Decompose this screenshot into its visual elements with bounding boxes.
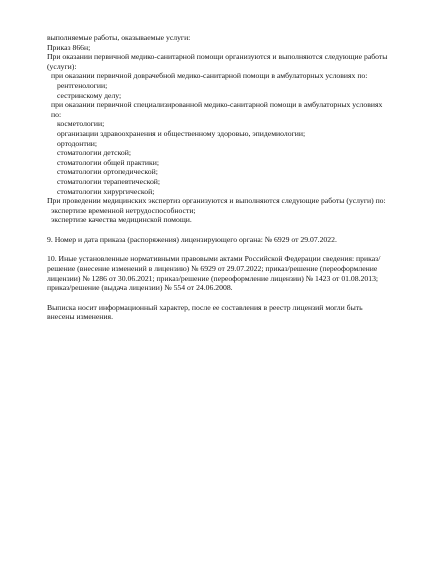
list-item: при оказании первичной доврачебной медико-санитарной помощи в амбулаторных условиях по: [51,71,368,81]
list-item: стоматологии хирургической; [57,186,155,196]
licensed-works-list [47,33,391,225]
list-item: стоматологии ортопедической; [57,167,158,177]
list-item: ортодонтии; [57,138,98,148]
list-item: выполняемые работы, оказываемые услуги: [47,33,191,42]
list-item: при оказании первичной специализированной медико-санитарной помощи в амбулаторных условиях по: [51,100,383,119]
list-item: стоматологии терапевтической; [57,176,161,186]
list-item: сестринскому делу; [57,90,122,100]
list-item: Приказ 866н; [47,42,91,52]
list-item: экспертизе временной нетрудоспособности; [51,205,196,215]
list-item: стоматологии общей практики; [57,157,159,167]
list-item: стоматологии детской; [57,148,132,158]
list-item: При проведении медицинских экспертиз организуются и выполняются следующие работы (услуги) по: [47,196,386,206]
section-9-order-number: 9. Номер и дата приказа (распоряжения) лицензирующего органа: № 6929 от 29.07.2022. [47,234,337,244]
list-item: рентгенологии; [57,80,108,90]
section-10-other-info: 10. Иные установленные нормативными правовыми актами Российской Федерации сведения: приказ/решение (внесение изменений в лицензию) № 6929 от 29.07.2022; приказ/решение (переоформление лицензии) № 1286 от 30.06.2021; приказ/решение (переоформление лицензии) № 1423 от 01.08.2013; приказ/решение (выдача лицензии) № 554 от 24.06.2008. [47,254,381,293]
footer-note: Выписка носит информационный характер, после ее составления в реестр лицензий могли быть внесены изменения. [47,302,363,322]
list-item: экспертизе качества медицинской помощи. [51,215,192,225]
list-item: При оказании первичной медико-санитарной помощи организуются и выполняются следующие работы (услуги): [47,52,388,71]
list-item: косметологии; [57,119,105,129]
list-item: организации здравоохранения и общественному здоровью, эпидемиологии; [57,128,306,138]
